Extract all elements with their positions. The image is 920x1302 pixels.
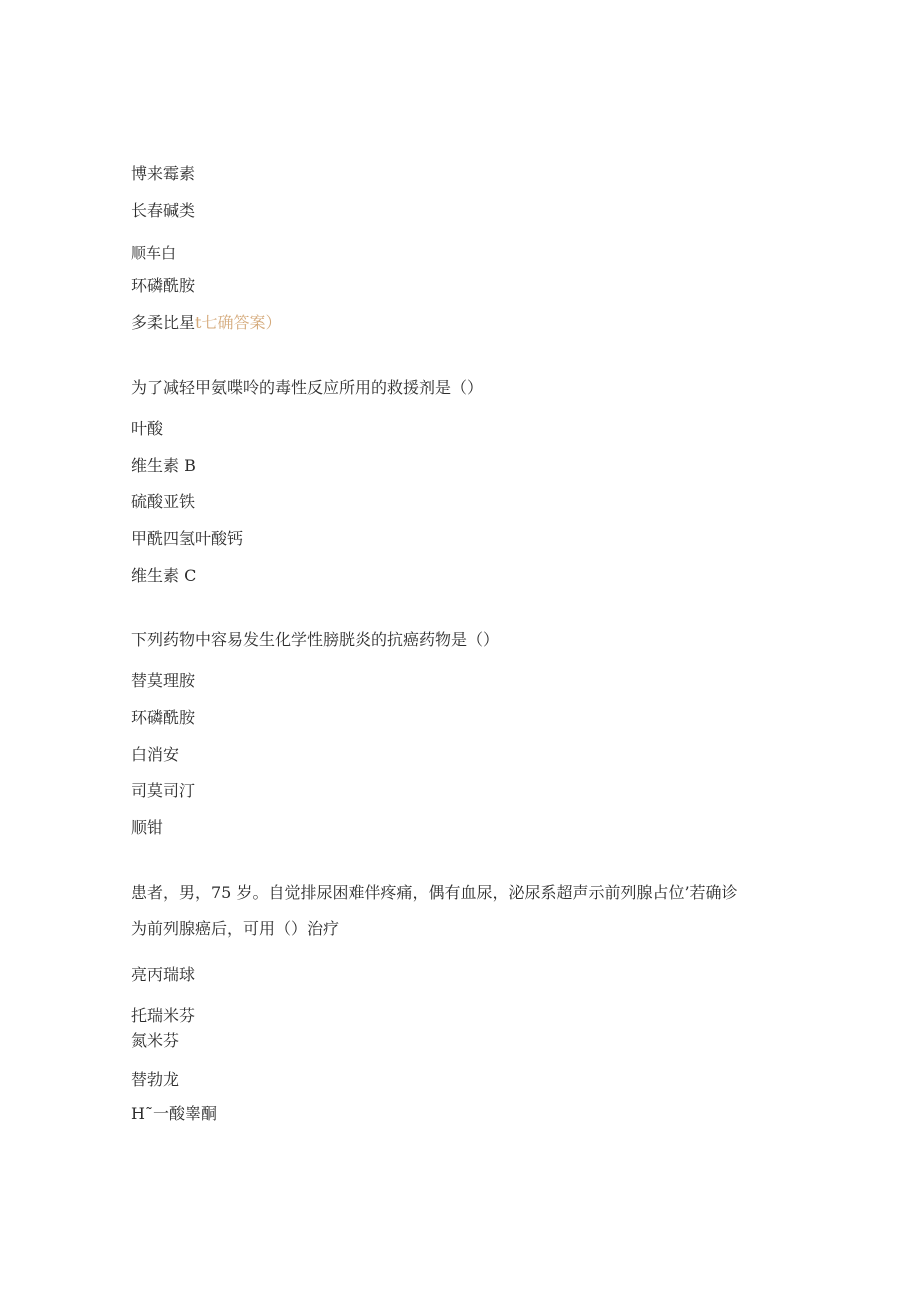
option-item: H˜一酸睾酮 bbox=[131, 1104, 217, 1123]
question-text: 为了减轻甲氨喋呤的毒性反应所用的救援剂是（） bbox=[131, 378, 484, 397]
option-item: 替莫理胺 bbox=[131, 671, 196, 690]
option-item: 甲酰四氢叶酸钙 bbox=[131, 529, 244, 548]
option-item: 氮米芬 bbox=[131, 1031, 180, 1050]
option-item: 叶酸 bbox=[131, 419, 164, 438]
option-item: 托瑞米芬 bbox=[131, 1006, 196, 1025]
option-item: 顺钳 bbox=[131, 818, 164, 837]
question-text: 患者，男，75 岁。自觉排尿困难伴疼痛，偶有血尿，泌尿系超声示前列腺占位’若确诊 bbox=[131, 883, 738, 902]
option-item: 替勃龙 bbox=[131, 1070, 180, 1089]
option-item: 长春碱类 bbox=[131, 201, 196, 220]
option-item: 白消安 bbox=[131, 745, 180, 764]
question-text: 下列药物中容易发生化学性膀胱炎的抗癌药物是（） bbox=[131, 630, 500, 649]
option-item: 维生素 C bbox=[131, 566, 197, 585]
option-item: 司莫司汀 bbox=[131, 781, 196, 800]
option-item: 硫酸亚铁 bbox=[131, 492, 196, 511]
option-item bbox=[131, 313, 281, 333]
question-text-continued: 为前列腺癌后，可用（）治疗 bbox=[131, 919, 340, 938]
option-item: 亮丙瑞球 bbox=[131, 965, 196, 984]
option-text: 多柔比星 bbox=[131, 313, 196, 332]
option-item: 博来霉素 bbox=[131, 164, 196, 183]
answer-hint: t七确答案） bbox=[195, 313, 282, 332]
option-item: 环磷酰胺 bbox=[131, 708, 196, 727]
option-item: 环磷酰胺 bbox=[131, 276, 196, 295]
option-item: 维生素 B bbox=[131, 456, 196, 475]
option-item: 顺车白 bbox=[131, 244, 177, 262]
